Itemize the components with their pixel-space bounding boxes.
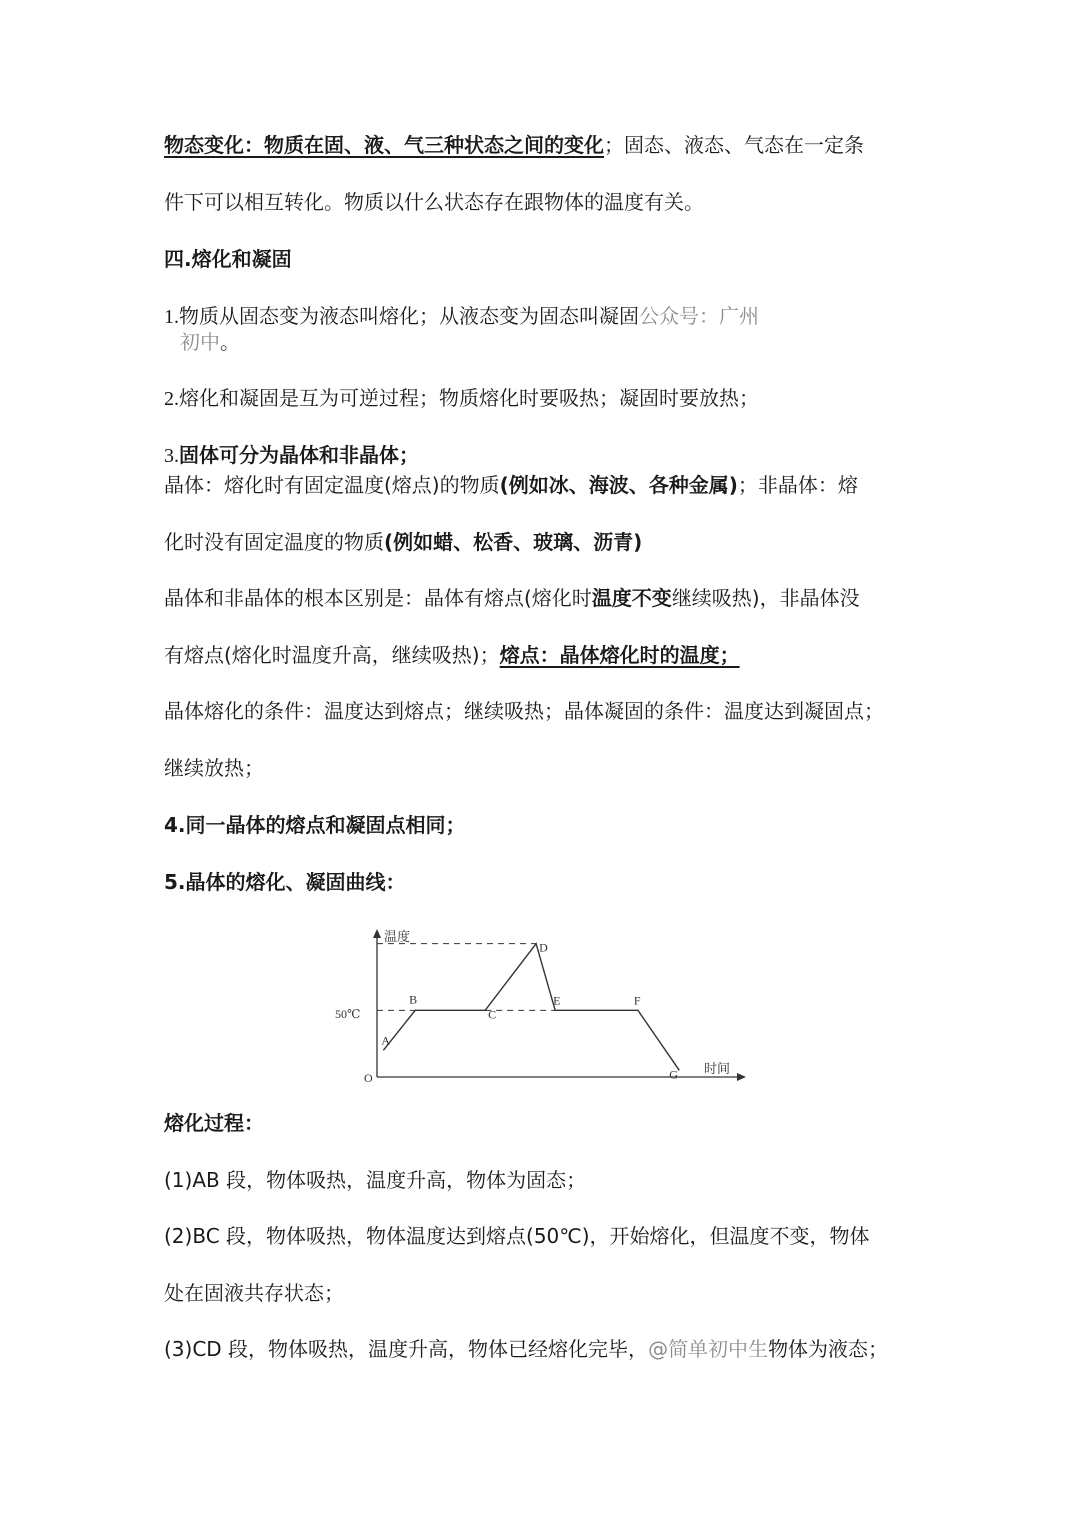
item-3-title	[164, 442, 924, 469]
y-axis-arrow	[373, 929, 381, 938]
temp-unchanged: 温度不变	[591, 586, 672, 610]
item-1-number: 1.	[164, 306, 179, 328]
process-step-1: (1)AB 段，物体吸热，温度升高，物体为固态；	[164, 1168, 587, 1192]
term-state-change: 物态变化：物质在固、液、气三种状态之间的变化	[164, 133, 604, 157]
point-label-a: A	[381, 1033, 391, 1048]
process-step-2: (2)BC 段，物体吸热，物体温度达到熔点(50℃)，开始熔化，但温度不变，物体	[164, 1224, 870, 1248]
item-1-text: 物质从固态变为液态叫熔化；从液态变为固态叫凝固	[179, 304, 639, 328]
watermark-gzh-2: 初中	[180, 330, 220, 354]
intro-text: ；固态、液态、气态在一定条	[604, 133, 864, 157]
watermark-gzh: 公众号：广州	[639, 304, 759, 328]
x-axis-arrow	[737, 1073, 746, 1081]
difference-text-3: 有熔点(熔化时温度升高，继续吸热)；	[164, 643, 500, 667]
section-title: 四.熔化和凝固	[164, 247, 292, 271]
item-3-line-1	[164, 472, 924, 498]
amorphous-intro: ；非晶体：熔	[737, 473, 858, 497]
melting-point-definition: 熔点：晶体熔化时的温度；	[499, 643, 740, 667]
watermark-handle: @简单初中生	[648, 1337, 769, 1361]
y-axis-label: 温度	[384, 929, 411, 944]
x-axis-label: 时间	[704, 1061, 731, 1076]
item-1	[164, 303, 924, 330]
point-label-f: F	[633, 993, 641, 1008]
melting-curve-chart	[330, 922, 760, 1087]
process-step-3	[164, 1336, 924, 1362]
item-4: 4.同一晶体的熔点和凝固点相同；	[164, 813, 466, 837]
item-3-number: 3.	[164, 445, 179, 467]
item-3-line-3	[164, 585, 924, 611]
item-3-line-4	[164, 642, 924, 668]
y-tick-label: 50℃	[335, 1007, 361, 1021]
item-2-text: 熔化和凝固是互为可逆过程；物质熔化时要吸热；凝固时要放热；	[179, 386, 759, 410]
item-3-line-6: 继续放热；	[164, 756, 264, 780]
item-1-end: 。	[220, 330, 240, 354]
point-label-c: C	[488, 1007, 497, 1022]
origin-label: O	[364, 1071, 373, 1085]
intro-line-2: 件下可以相互转化。物质以什么状态存在跟物体的温度有关。	[164, 190, 704, 214]
process-step-3-end: 物体为液态；	[768, 1337, 889, 1361]
point-label-e: E	[553, 993, 561, 1008]
item-5: 5.晶体的熔化、凝固曲线：	[164, 870, 406, 894]
item-1-cont	[180, 329, 940, 355]
process-title: 熔化过程：	[164, 1111, 264, 1135]
difference-text: 晶体和非晶体的根本区别是：晶体有熔点(熔化时	[164, 586, 592, 610]
item-3-line-5: 晶体熔化的条件：温度达到熔点；继续吸热；晶体凝固的条件：温度达到凝固点；	[164, 699, 884, 723]
process-step-2-cont: 处在固液共存状态；	[164, 1281, 344, 1305]
point-label-g: G	[669, 1067, 678, 1082]
item-3-line-2	[164, 529, 924, 555]
difference-text-2: 继续吸热)，非晶体没	[671, 586, 860, 610]
intro-line-1	[164, 132, 924, 158]
point-label-d: D	[539, 940, 548, 955]
process-step-3-text: (3)CD 段，物体吸热，温度升高，物体已经熔化完毕，	[164, 1337, 649, 1361]
crystal-definition: 晶体：熔化时有固定温度(熔点)的物质	[164, 473, 500, 497]
item-3-heading: 固体可分为晶体和非晶体；	[179, 443, 419, 467]
amorphous-examples: (例如蜡、松香、玻璃、沥青)	[384, 530, 643, 554]
item-2	[164, 385, 924, 412]
amorphous-definition: 化时没有固定温度的物质	[164, 530, 384, 554]
crystal-examples: (例如冰、海波、各种金属)	[499, 473, 738, 497]
item-2-number: 2.	[164, 388, 179, 410]
point-label-b: B	[409, 992, 418, 1007]
